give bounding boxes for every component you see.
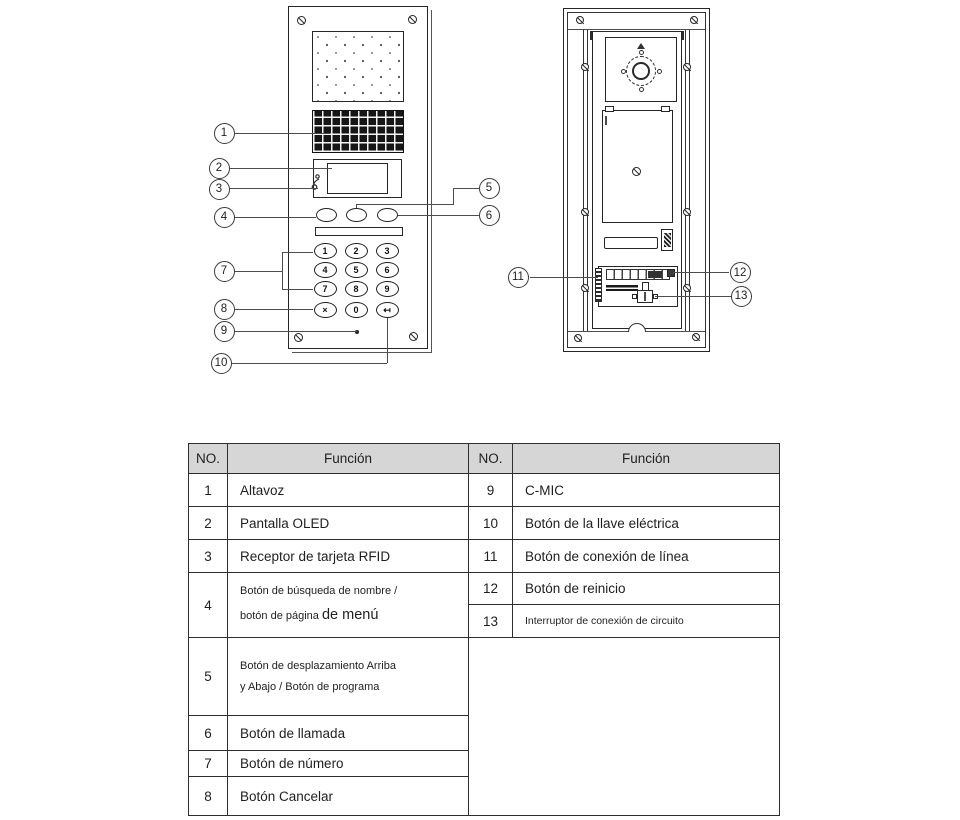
callout-line-13 (655, 296, 731, 297)
callout-line-7 (282, 252, 313, 253)
keypad-button-0 (345, 302, 368, 318)
screw-icon (297, 16, 306, 25)
row-func: Interruptor de conexión de circuito (513, 605, 780, 638)
keypad-button-5 (345, 262, 368, 278)
callout-line-7 (234, 271, 282, 272)
table-row (189, 507, 780, 540)
callout-number: 11 (512, 271, 524, 283)
row-func (228, 573, 469, 638)
screw-icon (294, 333, 303, 342)
line-connection-strip (595, 268, 602, 302)
callout-8 (214, 299, 235, 320)
row-no: 10 (469, 507, 513, 540)
screw-icon (576, 16, 584, 24)
keypad-button-4 (314, 262, 337, 278)
callout-11 (508, 267, 529, 288)
row-no: 6 (189, 716, 228, 751)
screw-icon (683, 284, 691, 292)
cancel-button (314, 302, 337, 318)
empty-cell (469, 638, 780, 816)
row-func: Botón de conexión de línea (513, 540, 780, 573)
keypad-button-9 (376, 281, 399, 297)
plate-tick (605, 116, 607, 125)
callout-number: 4 (220, 211, 228, 223)
row-no: 7 (189, 751, 228, 777)
row-func: Botón de la llave eléctrica (513, 507, 780, 540)
row-func: Receptor de tarjeta RFID (228, 540, 469, 573)
row-func-line2-big: de menú (321, 606, 379, 623)
screw-icon (409, 332, 418, 341)
camera-tab (639, 50, 644, 55)
function-table (188, 443, 780, 816)
callout-7 (214, 261, 235, 282)
callout-4 (214, 207, 235, 228)
callout-number: 7 (220, 265, 228, 277)
row-no: 9 (469, 474, 513, 507)
callout-line-5 (453, 188, 479, 189)
header-func-left: Función (228, 444, 469, 474)
callout-number: 8 (220, 303, 228, 315)
scroll-program-button (346, 208, 367, 222)
row-func-line1: Botón de búsqueda de nombre / (240, 584, 398, 597)
name-search-menu-button (316, 208, 337, 222)
callout-line-9 (234, 331, 357, 332)
row-func: Botón Cancelar (228, 777, 469, 816)
callout-5 (479, 178, 500, 199)
label-plate (604, 237, 658, 249)
screw-icon (581, 284, 589, 292)
callout-number: 10 (214, 357, 228, 369)
header-no-left: NO. (189, 444, 228, 474)
callout-line-7 (282, 289, 313, 290)
callout-line-3 (229, 188, 318, 189)
keypad-button-8 (345, 281, 368, 297)
row-no: 11 (469, 540, 513, 573)
row-no: 4 (189, 573, 228, 638)
screw-icon (692, 333, 700, 341)
card-edge-bar (606, 285, 638, 291)
key-label: 7 (322, 284, 328, 294)
electric-key-button (376, 302, 399, 318)
key-label: 0 (353, 305, 359, 315)
callout-10 (211, 353, 232, 374)
callout-line-1 (234, 133, 330, 134)
camera-lens (632, 62, 650, 80)
key-label: 4 (322, 265, 328, 275)
table-row (189, 573, 780, 605)
callout-number: 9 (220, 325, 228, 337)
callout-number: 6 (485, 209, 493, 222)
callout-line-11 (530, 277, 598, 278)
row-no: 2 (189, 507, 228, 540)
header-no-right: NO. (469, 444, 513, 474)
keypad-button-7 (314, 281, 337, 297)
row-func-line2: botón de página (240, 609, 322, 622)
key-label: 8 (353, 284, 359, 294)
callout-line-7 (282, 252, 283, 290)
screw-icon (683, 63, 691, 71)
callout-line-5 (356, 204, 454, 205)
callout-number: 1 (220, 127, 228, 139)
terminal-strip-block (648, 271, 662, 278)
callout-number: 3 (215, 183, 223, 195)
row-func: Botón de llamada (228, 716, 469, 751)
callout-number: 5 (485, 182, 493, 194)
key-label: 1 (322, 246, 328, 256)
screw-icon (581, 208, 589, 216)
switch-tab (632, 294, 637, 299)
row-func (228, 638, 469, 716)
screw-icon (581, 63, 589, 71)
callout-number: 2 (215, 162, 223, 174)
key-label: 6 (384, 265, 390, 275)
row-func-line1: Botón de desplazamiento Arriba (240, 659, 396, 672)
callout-9 (214, 321, 235, 342)
callout-1 (214, 123, 235, 144)
camera-tab (657, 69, 662, 74)
callout-line-10 (387, 317, 388, 363)
row-no: 12 (469, 573, 513, 605)
call-list-button (377, 208, 398, 222)
screw-icon (574, 334, 582, 342)
row-no: 3 (189, 540, 228, 573)
row-func: C-MIC (513, 474, 780, 507)
row-func: Altavoz (228, 474, 469, 507)
screw-icon (632, 167, 641, 176)
callout-line-4 (234, 217, 316, 218)
key-label: × (322, 305, 328, 315)
keypad-button-3 (376, 243, 399, 259)
row-no: 13 (469, 605, 513, 638)
callout-line-10 (231, 363, 387, 364)
callout-3 (209, 179, 230, 200)
screw-icon (408, 15, 417, 24)
keypad-button-2 (345, 243, 368, 259)
callout-line-6 (398, 215, 479, 216)
table-row (189, 638, 780, 716)
table-header-row (189, 444, 780, 474)
plate-clip (661, 106, 670, 112)
row-no: 5 (189, 638, 228, 716)
connector-detail (664, 233, 671, 247)
callout-number: 12 (733, 266, 747, 279)
row-func: Pantalla OLED (228, 507, 469, 540)
callout-12 (730, 262, 751, 283)
camera-top-marker (637, 43, 645, 49)
callout-13 (731, 286, 752, 307)
screw-icon (690, 16, 698, 24)
key-label: 9 (384, 284, 390, 294)
key-label: 2 (353, 246, 359, 256)
key-label: 3 (384, 246, 390, 256)
connector-module (661, 229, 673, 251)
callout-number: 13 (734, 290, 748, 302)
key-label: ↤ (383, 304, 391, 315)
switch-lever (644, 292, 646, 301)
keypad-button-1 (314, 243, 337, 259)
camera-tab (639, 87, 644, 92)
row-func: Botón de número (228, 751, 469, 777)
row-func-line2: y Abajo / Botón de programa (240, 680, 380, 693)
camera-tab (621, 69, 626, 74)
screw-icon (683, 208, 691, 216)
row-no: 1 (189, 474, 228, 507)
callout-line-12 (673, 272, 729, 273)
keypad-button-6 (376, 262, 399, 278)
callout-2 (209, 158, 230, 179)
row-func: Botón de reinicio (513, 573, 780, 605)
row-no: 8 (189, 777, 228, 816)
callout-line-5 (453, 188, 454, 205)
table-row (189, 540, 780, 573)
callout-line-2 (229, 168, 332, 169)
callout-6 (479, 205, 500, 226)
plate-clip (605, 106, 614, 112)
table-row (189, 474, 780, 507)
callout-line-8 (234, 309, 313, 310)
header-func-right: Función (513, 444, 780, 474)
key-label: 5 (353, 265, 359, 275)
